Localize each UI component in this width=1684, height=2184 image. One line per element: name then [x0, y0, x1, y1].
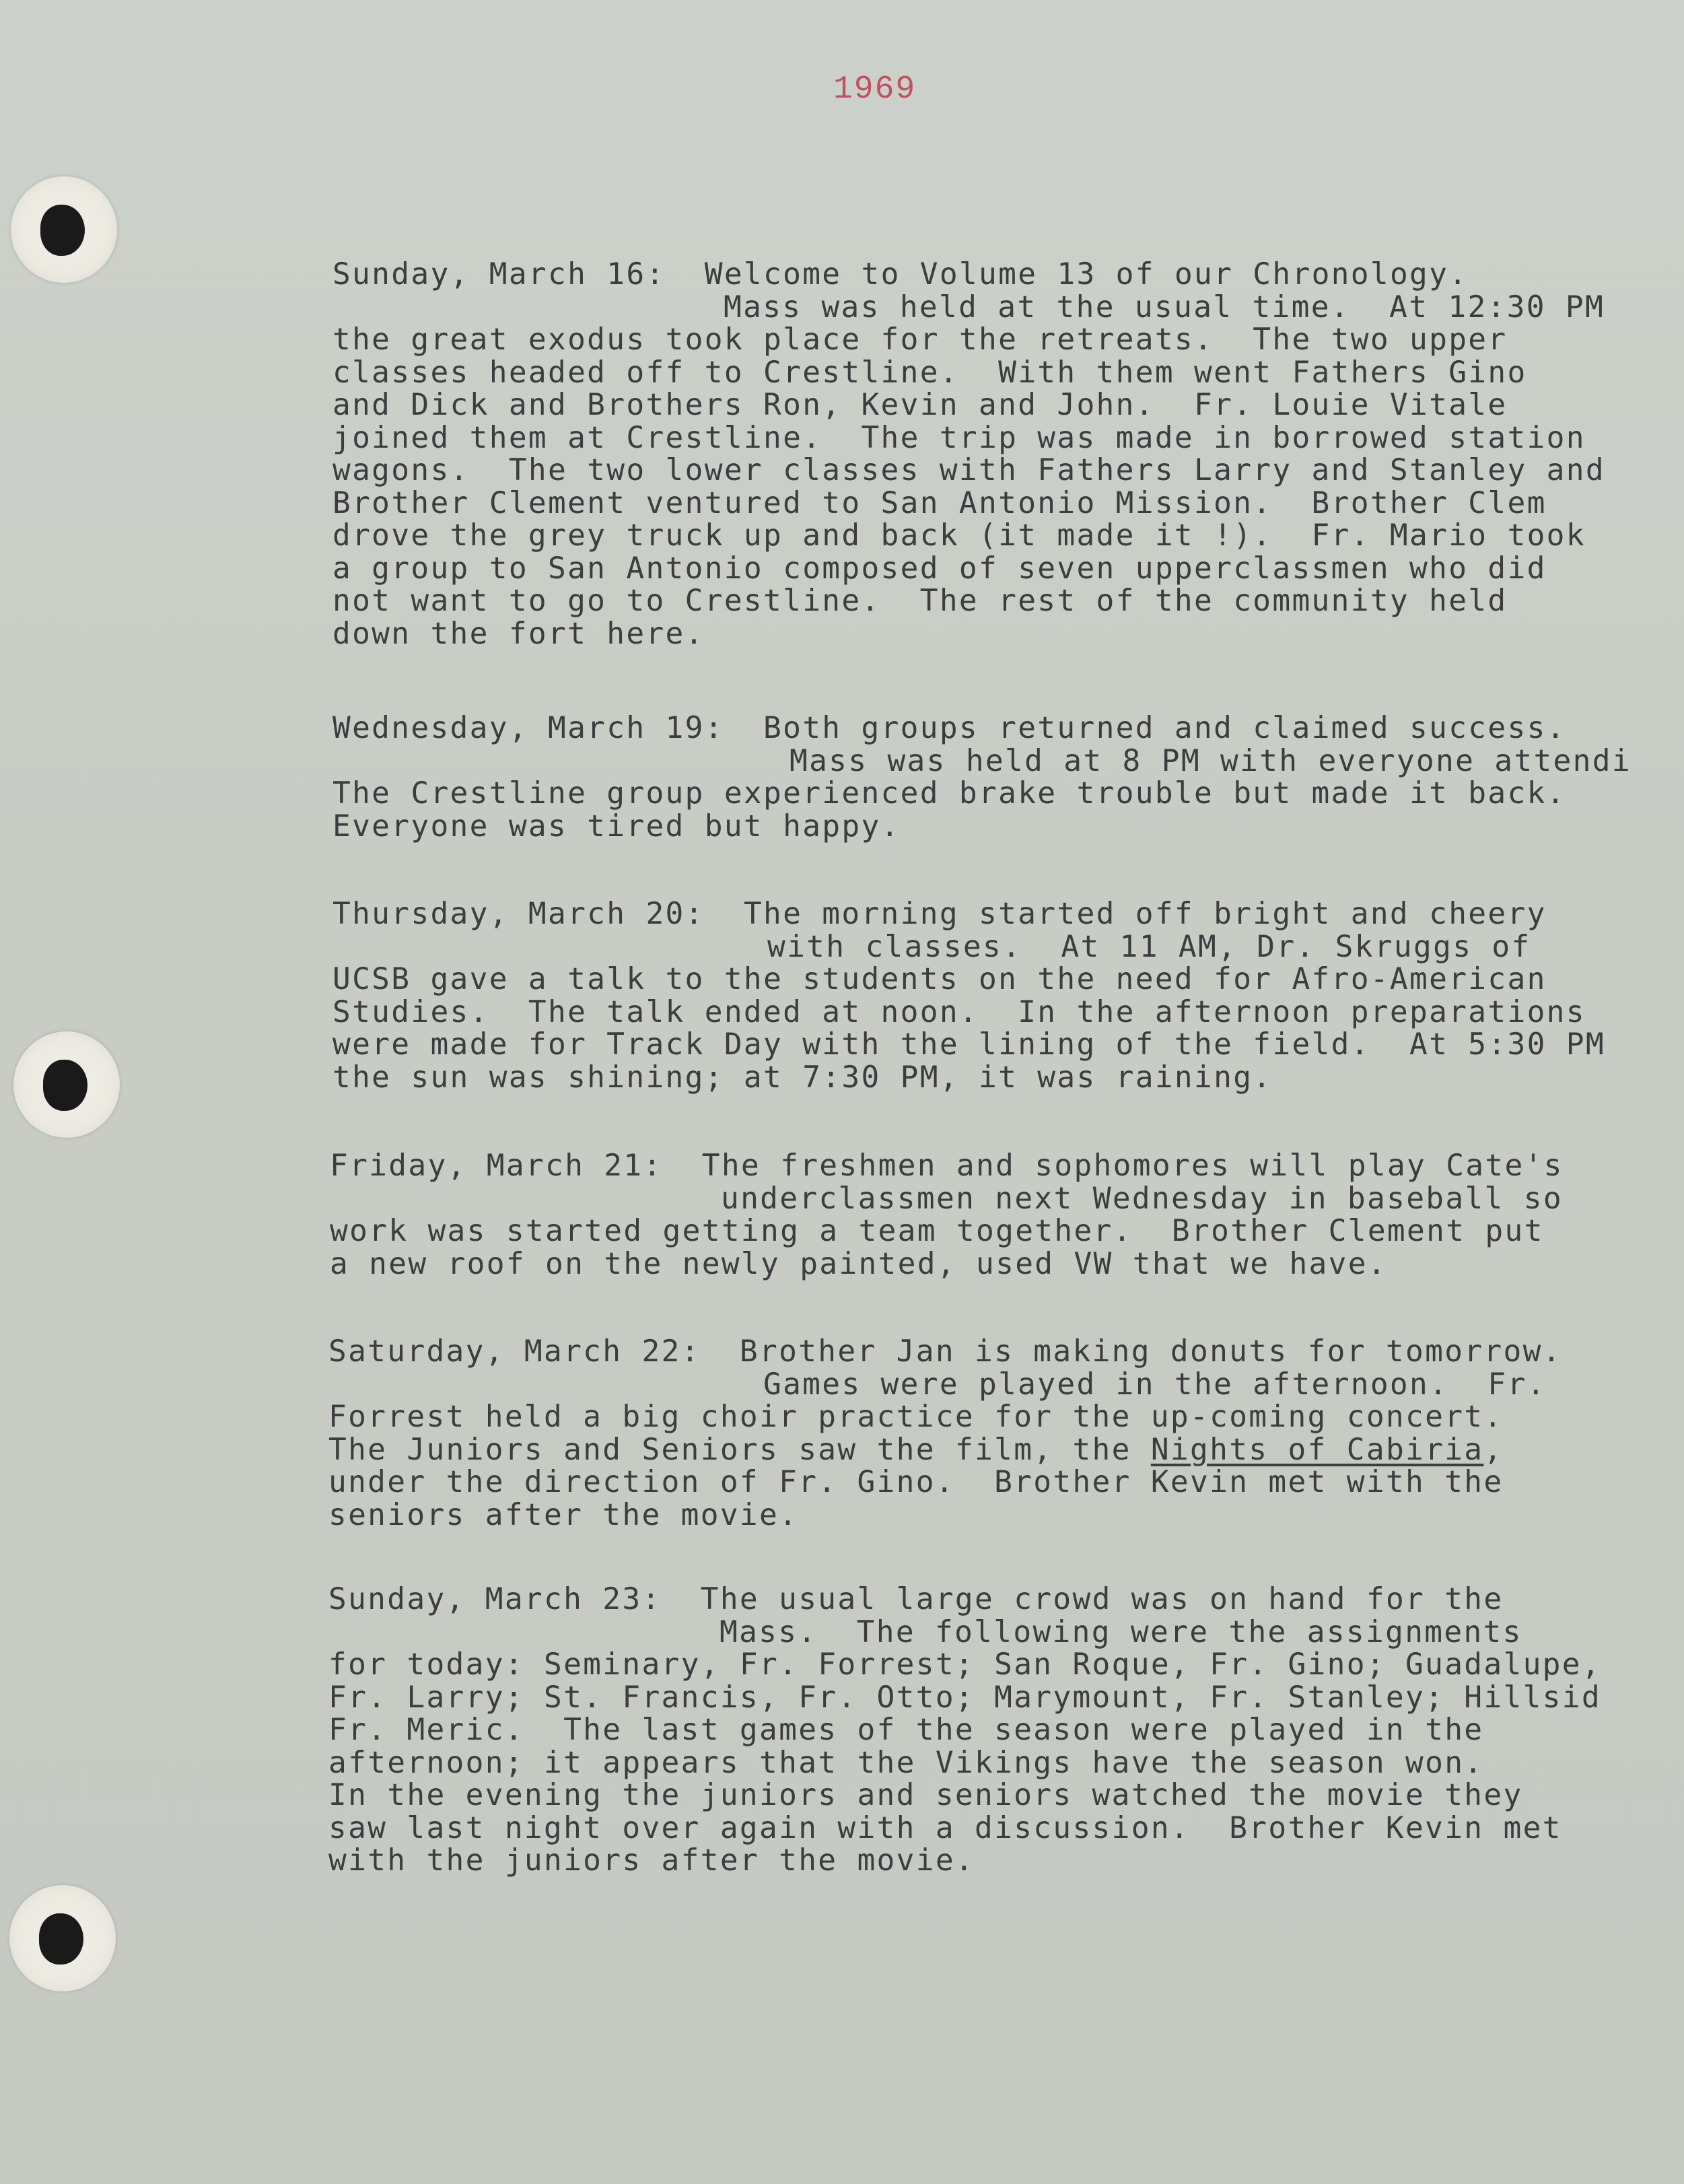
- punch-hole-icon: [43, 1060, 87, 1111]
- entry-first-line: The usual large crowd was on hand for the: [700, 1582, 1504, 1616]
- entry-first-line: Brother Jan is making donuts for tomorrow.: [739, 1334, 1562, 1369]
- entry-line: Studies. The talk ended at noon. In the afternoon preparations: [332, 994, 1586, 1029]
- entry-line: were made for Track Day with the lining of the field. At 5:30 PM: [332, 1027, 1605, 1062]
- entry-date: Friday, March 21:: [330, 1149, 663, 1183]
- entry-line: with the juniors after the movie.: [328, 1843, 975, 1878]
- entry-line: Fr. Larry; St. Francis, Fr. Otto; Marymount, Fr. Stanley; Hillsid: [328, 1680, 1601, 1715]
- page-year: 1969: [833, 71, 917, 108]
- entry-date: Sunday, March 16:: [332, 257, 666, 292]
- entry-line: In the evening the juniors and seniors watched the movie they: [328, 1778, 1523, 1812]
- binder-hole-top: [11, 176, 117, 283]
- entry-date: Saturday, March 22:: [328, 1334, 701, 1369]
- entry-line: UCSB gave a talk to the students on the need for Afro-American: [332, 962, 1547, 996]
- entry-line: joined them at Crestline. The trip was made in borrowed station: [332, 420, 1586, 455]
- entry-line-text: The Juniors and Seniors saw the film, the: [328, 1432, 1151, 1467]
- entry-first-line: The freshmen and sophomores will play Cate's: [701, 1149, 1564, 1183]
- entry-line: drove the grey truck up and back (it made it !). Fr. Mario took: [332, 518, 1586, 553]
- entry-line: work was started getting a team together. Brother Clement put: [330, 1214, 1544, 1248]
- entry-header: [330, 1150, 1676, 1183]
- entry-march-16: [332, 259, 1679, 650]
- entry-line: classes headed off to Crestline. With them went Fathers Gino: [332, 355, 1527, 390]
- entry-first-line: Welcome to Volume 13 of our Chronology.: [704, 257, 1469, 292]
- entry-line: the sun was shining; at 7:30 PM, it was raining.: [332, 1060, 1273, 1095]
- punch-hole-icon: [39, 1913, 83, 1965]
- entry-line: Everyone was tired but happy.: [332, 809, 901, 844]
- entry-line: and Dick and Brothers Ron, Kevin and John. Fr. Louie Vitale: [332, 388, 1508, 422]
- entry-line: for today: Seminary, Fr. Forrest; San Roque, Fr. Gino; Guadalupe,: [328, 1647, 1601, 1682]
- entry-first-line: Both groups returned and claimed success.: [763, 711, 1566, 745]
- entry-date: Thursday, March 20:: [332, 897, 705, 931]
- entry-line: saw last night over again with a discussion. Brother Kevin met: [328, 1810, 1562, 1845]
- entry-march-22: [328, 1336, 1675, 1532]
- entry-line: Games were played in the afternoon. Fr.: [763, 1367, 1547, 1402]
- punch-hole-icon: [40, 205, 85, 256]
- entry-line: a new roof on the newly painted, used VW that we have.: [330, 1246, 1387, 1281]
- entry-line: Mass. The following were the assignments: [720, 1614, 1522, 1649]
- film-title: Nights of Cabiria: [1150, 1432, 1484, 1467]
- entry-line: The Crestline group experienced brake trouble but made it back.: [332, 776, 1566, 811]
- entry-header: [328, 1583, 1675, 1616]
- entry-line: underclassmen next Wednesday in baseball so: [721, 1181, 1563, 1216]
- entry-line: seniors after the movie.: [328, 1497, 799, 1532]
- entry-line: not want to go to Crestline. The rest of the community held: [332, 584, 1508, 618]
- entry-line: with classes. At 11 AM, Dr. Skruggs of: [767, 929, 1531, 964]
- entry-line: Mass was held at 8 PM with everyone attendi: [790, 743, 1632, 778]
- entry-line: [328, 1434, 1675, 1467]
- binder-hole-bottom: [9, 1885, 116, 1991]
- entry-march-19: [332, 712, 1679, 843]
- entry-line: Brother Clement ventured to San Antonio Mission. Brother Clem: [332, 485, 1547, 520]
- entry-line: down the fort here.: [332, 616, 705, 651]
- entry-line: under the direction of Fr. Gino. Brother Kevin met with the: [328, 1465, 1504, 1499]
- entry-march-21: [330, 1150, 1676, 1281]
- entry-date: Wednesday, March 19:: [332, 711, 724, 745]
- entry-first-line: The morning started off bright and cheery: [743, 897, 1547, 931]
- entry-line: Forrest held a big choir practice for the up-coming concert.: [328, 1400, 1504, 1434]
- entry-line: wagons. The two lower classes with Fathers Larry and Stanley and: [332, 453, 1605, 487]
- entry-header: [328, 1336, 1675, 1369]
- entry-line: afternoon; it appears that the Vikings have the season won.: [328, 1745, 1484, 1780]
- entry-date: Sunday, March 23:: [328, 1582, 662, 1616]
- binder-hole-middle: [13, 1031, 120, 1138]
- entry-line: the great exodus took place for the retreats. The two upper: [332, 322, 1508, 357]
- entry-line: Fr. Meric. The last games of the season were played in the: [328, 1713, 1484, 1747]
- entry-header: [332, 712, 1679, 745]
- entry-header: [332, 259, 1679, 292]
- film-title-suffix: ,: [1483, 1432, 1504, 1467]
- entry-march-23: [328, 1583, 1675, 1878]
- entry-line: a group to San Antonio composed of seven upperclassmen who did: [332, 551, 1547, 586]
- entry-header: [332, 898, 1679, 931]
- entry-march-20: [332, 898, 1679, 1094]
- entry-line: Mass was held at the usual time. At 12:30 PM: [724, 289, 1605, 325]
